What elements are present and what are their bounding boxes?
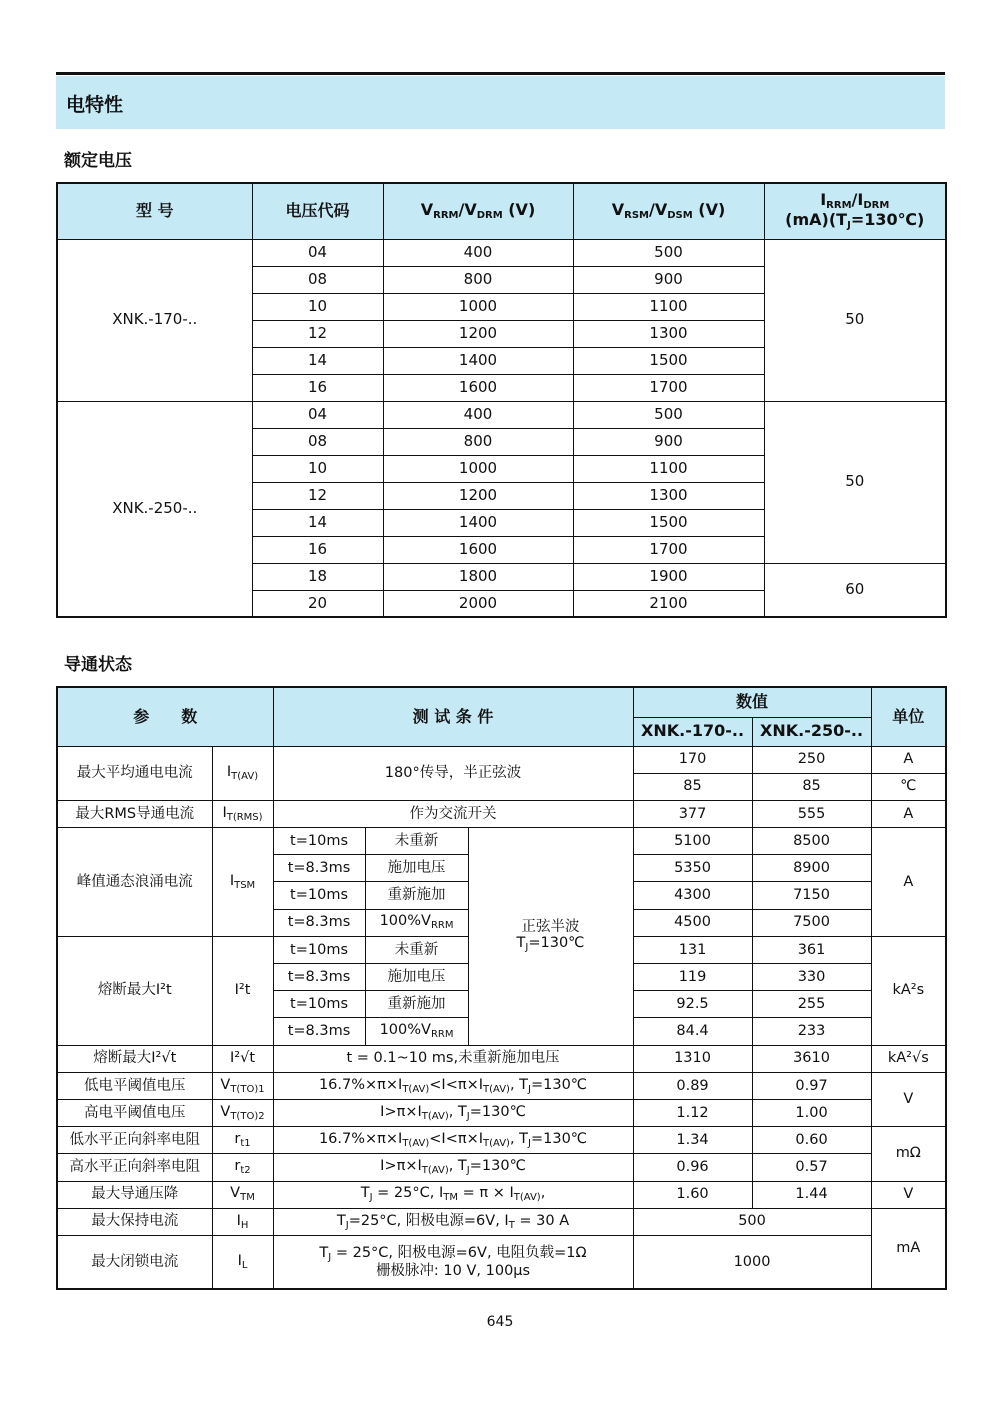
table-row: [57, 1099, 946, 1126]
time-condition: t=10ms: [273, 828, 365, 855]
test-condition: t = 0.1~10 ms,未重新施加电压: [273, 1045, 633, 1072]
vrrm-value: 1600: [383, 374, 573, 401]
param-name: 峰值通态浪涌电流: [57, 828, 212, 937]
vrrm-value: 800: [383, 428, 573, 455]
value-170: 0.89: [633, 1072, 752, 1099]
table-row: [57, 239, 946, 266]
param-name: 最大闭锁电流: [57, 1235, 212, 1289]
param-name: 高电平阈值电压: [57, 1099, 212, 1126]
table-row: [57, 1045, 946, 1072]
header-vrsm: $V_{RSM}/V_{DSM}$ (V): [573, 183, 764, 239]
unit: mΩ: [871, 1127, 946, 1181]
voltage-code: 12: [252, 482, 383, 509]
voltage-code: 04: [252, 239, 383, 266]
test-condition: $T_J = 25^\circ C$, $I_{TM} = \pi \times I_{T(AV)}$,: [273, 1181, 633, 1208]
vrsm-value: 1900: [573, 563, 764, 590]
table-row: [57, 1208, 946, 1235]
test-condition: 180°传导，半正弦波: [273, 746, 633, 800]
value-both: 1000: [633, 1235, 871, 1289]
table-row: [57, 1235, 946, 1289]
voltage-condition: 重新施加: [365, 882, 468, 909]
vrrm-value: 1200: [383, 482, 573, 509]
vrrm-value: 1800: [383, 563, 573, 590]
value-250: 233: [752, 1018, 871, 1045]
value-170: 85: [633, 773, 752, 800]
param-symbol: $r_{t2}$: [212, 1154, 273, 1181]
table-row: [57, 746, 946, 773]
param-name: 低电平阈值电压: [57, 1072, 212, 1099]
vrsm-value: 500: [573, 239, 764, 266]
test-condition: $I>\pi\times I_{T(AV)}$, $T_J=130℃$: [273, 1154, 633, 1181]
param-symbol: $r_{t1}$: [212, 1127, 273, 1154]
param-symbol: $I_L$: [212, 1235, 273, 1289]
page-number: 645: [486, 1314, 514, 1330]
value-250: 0.60: [752, 1127, 871, 1154]
voltage-code: 16: [252, 374, 383, 401]
table-row: [57, 1127, 946, 1154]
value-both: 500: [633, 1208, 871, 1235]
test-condition: $16.7\%\times\pi\times I_{T(AV)}<I<\pi\times I_{T(AV)}$, $T_J=130℃$: [273, 1072, 633, 1099]
table-row: [57, 401, 946, 428]
value-250: 361: [752, 936, 871, 963]
model-cell: XNK.-170-..: [57, 239, 252, 401]
value-170: 377: [633, 800, 752, 827]
value-250: 0.97: [752, 1072, 871, 1099]
vrsm-value: 1100: [573, 293, 764, 320]
voltage-code: 20: [252, 590, 383, 617]
top-rule: [56, 72, 945, 75]
param-name: 最大RMS导通电流: [57, 800, 212, 827]
value-250: 330: [752, 964, 871, 991]
voltage-code: 14: [252, 509, 383, 536]
value-250: 555: [752, 800, 871, 827]
voltage-condition: $100\%V_{RRM}$: [365, 909, 468, 936]
voltage-condition: 施加电压: [365, 964, 468, 991]
param-name: 低水平正向斜率电阻: [57, 1127, 212, 1154]
test-condition: $T_J=25^\circ C$, 阳极电源=6V, $I_T = 30$ A: [273, 1208, 633, 1235]
table-row: [57, 1154, 946, 1181]
section-title: 电特性: [66, 94, 124, 116]
unit: kA²√s: [871, 1045, 946, 1072]
time-condition: t=8.3ms: [273, 964, 365, 991]
vrsm-value: 1300: [573, 482, 764, 509]
header-model-170: XNK.-170-..: [633, 717, 752, 746]
table-row: [57, 828, 946, 855]
header-irrm: $I_{RRM}/I_{DRM}$ $(mA)(T_J=130℃)$: [764, 183, 946, 239]
test-condition: 作为交流开关: [273, 800, 633, 827]
param-symbol: $V_{T(TO)2}$: [212, 1099, 273, 1126]
value-250: 8900: [752, 855, 871, 882]
vrsm-value: 900: [573, 428, 764, 455]
param-symbol: $I_{TSM}$: [212, 828, 273, 937]
value-250: 85: [752, 773, 871, 800]
param-symbol: I²t: [212, 936, 273, 1045]
param-name: 高水平正向斜率电阻: [57, 1154, 212, 1181]
vrsm-value: 2100: [573, 590, 764, 617]
irrm-value: 50: [764, 401, 946, 563]
header-values: 数值: [633, 687, 871, 717]
voltage-code: 12: [252, 320, 383, 347]
on-state-title: 导通状态: [64, 655, 132, 675]
param-symbol: I²√t: [212, 1045, 273, 1072]
param-symbol: $I_{T(RMS)}$: [212, 800, 273, 827]
voltage-code: 10: [252, 455, 383, 482]
vrrm-value: 1000: [383, 455, 573, 482]
value-250: 1.44: [752, 1181, 871, 1208]
value-170: 131: [633, 936, 752, 963]
unit: A: [871, 828, 946, 937]
table-row: [57, 1181, 946, 1208]
table-row: [57, 800, 946, 827]
vrsm-value: 1100: [573, 455, 764, 482]
value-170: 92.5: [633, 991, 752, 1018]
header-code: 电压代码: [252, 183, 383, 239]
value-250: 250: [752, 746, 871, 773]
vrsm-value: 500: [573, 401, 764, 428]
header-param: 参 数: [57, 687, 273, 746]
param-name: 熔断最大I²√t: [57, 1045, 212, 1072]
unit: A: [871, 746, 946, 773]
voltage-code: 10: [252, 293, 383, 320]
value-170: 4500: [633, 909, 752, 936]
param-name: 最大保持电流: [57, 1208, 212, 1235]
param-symbol: $I_H$: [212, 1208, 273, 1235]
header-vrrm: $V_{RRM}/V_{DRM}$ (V): [383, 183, 573, 239]
value-170: 84.4: [633, 1018, 752, 1045]
value-170: 1.34: [633, 1127, 752, 1154]
table-header-row: [57, 687, 946, 717]
vrrm-value: 1000: [383, 293, 573, 320]
vrrm-value: 1200: [383, 320, 573, 347]
time-condition: t=10ms: [273, 936, 365, 963]
value-250: 8500: [752, 828, 871, 855]
test-condition: $16.7\%\times\pi\times I_{T(AV)}<I<\pi\times I_{T(AV)}$, $T_J=130℃$: [273, 1127, 633, 1154]
value-250: 3610: [752, 1045, 871, 1072]
value-250: 1.00: [752, 1099, 871, 1126]
table-header-row: [57, 183, 946, 239]
time-condition: t=10ms: [273, 991, 365, 1018]
rated-voltage-table: [56, 182, 947, 618]
voltage-code: 04: [252, 401, 383, 428]
value-170: 1310: [633, 1045, 752, 1072]
value-170: 1.12: [633, 1099, 752, 1126]
voltage-code: 08: [252, 266, 383, 293]
vrrm-value: 400: [383, 401, 573, 428]
vrsm-value: 1500: [573, 347, 764, 374]
test-condition: $I>\pi\times I_{T(AV)}$, $T_J=130℃$: [273, 1099, 633, 1126]
value-250: 7500: [752, 909, 871, 936]
voltage-condition: 重新施加: [365, 991, 468, 1018]
time-condition: t=8.3ms: [273, 855, 365, 882]
param-symbol: $V_{T(TO)1}$: [212, 1072, 273, 1099]
on-state-table: [56, 686, 947, 1290]
voltage-condition: 未重新: [365, 936, 468, 963]
voltage-condition: 施加电压: [365, 855, 468, 882]
vrrm-value: 1600: [383, 536, 573, 563]
header-model-250: XNK.-250-..: [752, 717, 871, 746]
voltage-code: 08: [252, 428, 383, 455]
unit: V: [871, 1072, 946, 1126]
irrm-value: 60: [764, 563, 946, 617]
value-250: 0.57: [752, 1154, 871, 1181]
irrm-value: 50: [764, 239, 946, 401]
voltage-code: 16: [252, 536, 383, 563]
vrrm-value: 2000: [383, 590, 573, 617]
param-name: 熔断最大I²t: [57, 936, 212, 1045]
time-condition: t=10ms: [273, 882, 365, 909]
param-name: 最大平均通电电流: [57, 746, 212, 800]
section-header: [56, 76, 945, 129]
value-170: 1.60: [633, 1181, 752, 1208]
time-condition: t=8.3ms: [273, 909, 365, 936]
value-250: 7150: [752, 882, 871, 909]
value-250: 255: [752, 991, 871, 1018]
value-170: 119: [633, 964, 752, 991]
voltage-code: 18: [252, 563, 383, 590]
header-condition: 测 试 条 件: [273, 687, 633, 746]
vrrm-value: 400: [383, 239, 573, 266]
unit: kA²s: [871, 936, 946, 1045]
vrsm-value: 1500: [573, 509, 764, 536]
param-name: 最大导通压降: [57, 1181, 212, 1208]
rated-voltage-title: 额定电压: [64, 151, 132, 171]
unit: ℃: [871, 773, 946, 800]
vrrm-value: 800: [383, 266, 573, 293]
vrsm-value: 1700: [573, 536, 764, 563]
unit: V: [871, 1181, 946, 1208]
unit: mA: [871, 1208, 946, 1289]
vrrm-value: 1400: [383, 347, 573, 374]
value-170: 0.96: [633, 1154, 752, 1181]
header-model: 型 号: [57, 183, 252, 239]
vrsm-value: 1300: [573, 320, 764, 347]
vrsm-value: 1700: [573, 374, 764, 401]
time-condition: t=8.3ms: [273, 1018, 365, 1045]
voltage-condition: $100\%V_{RRM}$: [365, 1018, 468, 1045]
param-symbol: $I_{T(AV)}$: [212, 746, 273, 800]
test-condition: $T_J = 25^\circ C$, 阳极电源=6V, 电阻负载=1Ω 栅极脉冲: 10 V, 100μs: [273, 1235, 633, 1289]
value-170: 170: [633, 746, 752, 773]
voltage-code: 14: [252, 347, 383, 374]
param-symbol: $V_{TM}$: [212, 1181, 273, 1208]
value-170: 4300: [633, 882, 752, 909]
unit: A: [871, 800, 946, 827]
value-170: 5100: [633, 828, 752, 855]
table-row: [57, 1072, 946, 1099]
sine-condition: 正弦半波 $T_J=130℃$: [468, 828, 633, 1046]
header-unit: 单位: [871, 687, 946, 746]
vrrm-value: 1400: [383, 509, 573, 536]
vrsm-value: 900: [573, 266, 764, 293]
model-cell: XNK.-250-..: [57, 401, 252, 617]
voltage-condition: 未重新: [365, 828, 468, 855]
value-170: 5350: [633, 855, 752, 882]
